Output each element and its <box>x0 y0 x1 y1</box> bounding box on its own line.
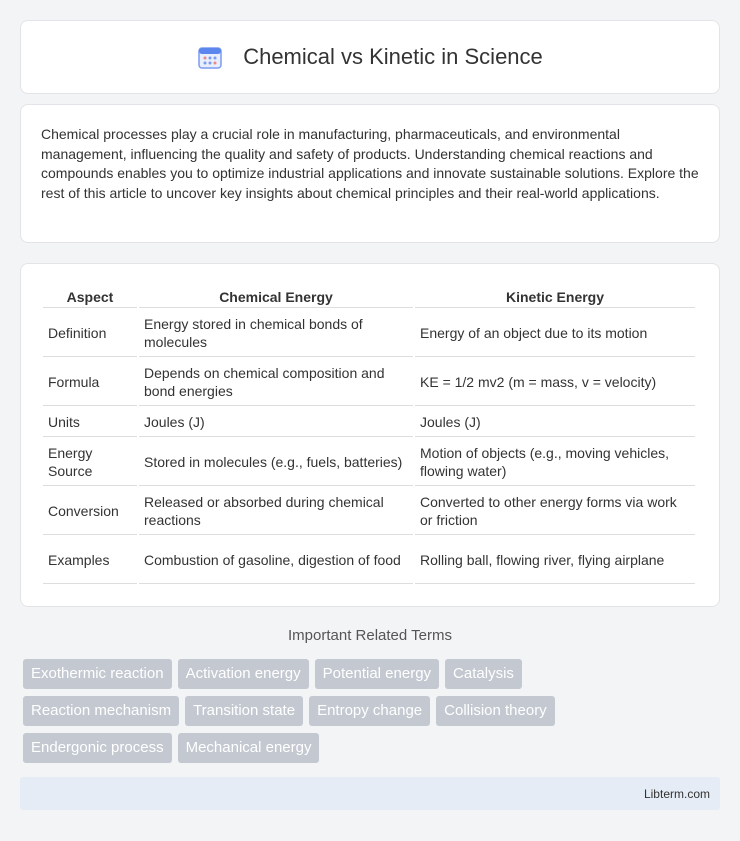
table-cell-aspect: Energy Source <box>43 439 137 486</box>
table-row <box>43 359 695 406</box>
term-tag[interactable]: Collision theory <box>436 696 555 726</box>
term-tag[interactable]: Potential energy <box>315 659 439 689</box>
term-tag[interactable]: Catalysis <box>445 659 522 689</box>
table-row <box>43 310 695 357</box>
term-tag[interactable]: Reaction mechanism <box>23 696 179 726</box>
table-cell-chemical: Energy stored in chemical bonds of molecules <box>139 310 413 357</box>
column-header-aspect: Aspect <box>43 286 137 308</box>
term-tag[interactable]: Transition state <box>185 696 303 726</box>
table-cell-aspect: Conversion <box>43 488 137 535</box>
footer <box>20 777 720 810</box>
table-cell-aspect: Examples <box>43 537 137 584</box>
intro-text: Chemical processes play a crucial role in manufacturing, pharmaceuticals, and environmental management, influencing the quality and safety of products. Understanding chemical reactions and compounds enables you to optimize industrial applications and innovate sustainable solutions. Explore the rest of this article to uncover key insights about chemical principles and their real-world applications. <box>41 126 699 201</box>
header-card <box>20 20 720 94</box>
term-tag[interactable]: Endergonic process <box>23 733 172 763</box>
table-row <box>43 488 695 535</box>
related-terms-list <box>23 659 723 770</box>
term-tag[interactable]: Entropy change <box>309 696 430 726</box>
table-cell-kinetic: Motion of objects (e.g., moving vehicles, flowing water) <box>415 439 695 486</box>
table-cell-kinetic: Rolling ball, flowing river, flying airplane <box>415 537 695 584</box>
column-header-kinetic: Kinetic Energy <box>415 286 695 308</box>
table-header-row <box>43 286 695 308</box>
table-cell-aspect: Formula <box>43 359 137 406</box>
table-cell-chemical: Released or absorbed during chemical reactions <box>139 488 413 535</box>
table-row <box>43 439 695 486</box>
page-title: Chemical vs Kinetic in Science <box>243 44 543 69</box>
table-cell-kinetic: Converted to other energy forms via work or friction <box>415 488 695 535</box>
table-cell-kinetic: Joules (J) <box>415 408 695 437</box>
table-cell-chemical: Depends on chemical composition and bond energies <box>139 359 413 406</box>
footer-site-link[interactable]: Libterm.com <box>643 787 710 801</box>
term-tag[interactable]: Exothermic reaction <box>23 659 172 689</box>
table-row <box>43 408 695 437</box>
term-tag[interactable]: Mechanical energy <box>178 733 320 763</box>
table-cell-chemical: Joules (J) <box>139 408 413 437</box>
table-cell-chemical: Stored in molecules (e.g., fuels, batteries) <box>139 439 413 486</box>
comparison-table <box>41 284 697 586</box>
table-cell-aspect: Definition <box>43 310 137 357</box>
term-tag[interactable]: Activation energy <box>178 659 309 689</box>
table-cell-aspect: Units <box>43 408 137 437</box>
table-cell-kinetic: Energy of an object due to its motion <box>415 310 695 357</box>
table-cell-chemical: Combustion of gasoline, digestion of food <box>139 537 413 584</box>
column-header-chemical: Chemical Energy <box>139 286 413 308</box>
related-terms-title: Important Related Terms <box>288 627 452 644</box>
calendar-grid-icon <box>197 44 223 70</box>
intro-card <box>20 104 720 243</box>
comparison-card <box>20 263 720 607</box>
table-row <box>43 537 695 584</box>
table-cell-kinetic: KE = 1/2 mv2 (m = mass, v = velocity) <box>415 359 695 406</box>
